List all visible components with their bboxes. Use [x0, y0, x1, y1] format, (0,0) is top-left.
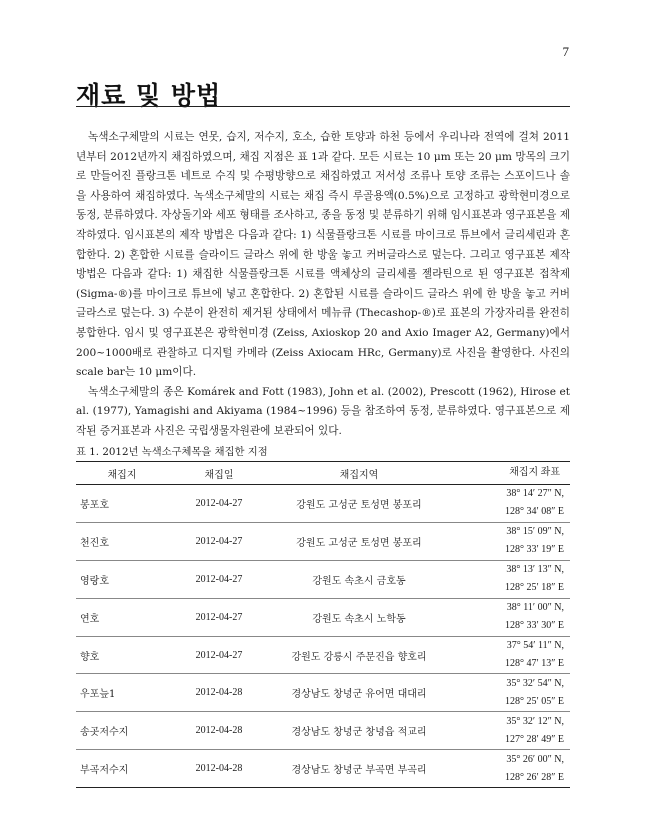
cell-date: 2012-04-27 — [164, 485, 274, 523]
cell-longitude: 128° 33′ 19″ E — [505, 544, 564, 556]
table-row — [76, 674, 570, 712]
table-row — [76, 560, 570, 598]
cell-coordinates — [444, 598, 570, 636]
page-number: 7 — [562, 44, 569, 59]
cell-coordinates — [444, 674, 570, 712]
table-header-row — [76, 462, 570, 485]
header-region: 채집지역 — [274, 462, 444, 485]
table-caption: 표 1. 2012년 녹색소구체목을 채집한 지점 — [76, 446, 268, 458]
cell-longitude: 128° 25′ 05″ E — [505, 695, 564, 707]
cell-region: 경상남도 창녕군 유어면 대대리 — [274, 674, 444, 712]
table-row — [76, 750, 570, 788]
cell-site: 천진호 — [76, 522, 164, 560]
cell-longitude: 128° 33′ 30″ E — [505, 620, 564, 632]
cell-region: 강원도 속초시 금호동 — [274, 560, 444, 598]
methods-body — [76, 128, 570, 442]
cell-longitude: 127° 28′ 49″ E — [505, 733, 564, 745]
cell-site: 향호 — [76, 636, 164, 674]
cell-date: 2012-04-27 — [164, 598, 274, 636]
cell-site: 영랑호 — [76, 560, 164, 598]
cell-longitude: 128° 25′ 18″ E — [505, 582, 564, 594]
cell-coordinates — [444, 712, 570, 750]
cell-site: 부곡저수지 — [76, 750, 164, 788]
cell-date: 2012-04-27 — [164, 522, 274, 560]
cell-region: 강원도 고성군 토성면 봉포리 — [274, 485, 444, 523]
cell-longitude: 128° 34′ 08″ E — [505, 506, 564, 518]
paragraph-sampling-methods: 녹색소구체말의 시료는 연못, 습지, 저수지, 호소, 습한 토양과 하천 등에서 우리나라 전역에 걸쳐 2011년부터 2012년까지 채집하였으며, 채집 지점은 표 1과 같다. 모든 시료는 10 μm 또는 20 μm 망목의 크기로 만들어진 플랑크톤 네트로 수직 및 수평방향으로 채집하였고 저서성 조류나 토양 조류는 스포이드나 솔을 사용하여 채집하였다. 녹색소구체말의 시료는 채집 즉시 루골용액(0.5%)으로 고정하고 광학현미경으로 동정, 분류하였다. 자상돌기와 세포 형태를 조사하고, 종을 동정 및 분류하기 위해 임시표본과 영구표본을 제작하였다. 임시표본의 제작 방법은 다음과 같다: 1) 식물플랑크톤 시료를 마이크로 튜브에서 글리세린과 혼합한다. 2) 혼합한 시료를 슬라이드 글라스 위에 한 방울 놓고 커버글라스로 덮는다. 그리고 영구표본 제작 방법은 다음과 같다: 1) 채집한 식물플랑크톤 시료를 액체상의 글리세롤 젤라틴으로 된 영구표본 접착제 (Sigma-®)를 마이크로 튜브에 넣고 혼합한다. 2) 혼합된 시료를 슬라이드 글라스 위에 한 방울 놓고 커버글라스로 덮는다. 3) 수분이 완전히 제거된 상태에서 메뉴큐 (Thecashop-®)로 표본의 가장자리를 완전히 봉합한다. 임시 및 영구표본은 광학현미경 (Zeiss, Axioskop 20 and Axio Imager A2, Germany)에서 200~1000배로 관찰하고 디지털 카메라 (Zeiss Axiocam HRc, Germany)로 사진을 촬영한다. 사진의 scale bar는 10 μm이다. — [76, 131, 570, 379]
cell-latitude: 38° 15′ 09″ N, — [506, 526, 564, 538]
header-site: 채집지 — [76, 462, 164, 485]
cell-region: 경상남도 창녕군 창녕읍 적교리 — [274, 712, 444, 750]
cell-longitude: 128° 26′ 28″ E — [505, 771, 564, 783]
cell-date: 2012-04-28 — [164, 674, 274, 712]
cell-latitude: 37° 54′ 11″ N, — [506, 640, 564, 651]
cell-date: 2012-04-27 — [164, 560, 274, 598]
header-date: 채집일 — [164, 462, 274, 485]
cell-latitude: 35° 32′ 12″ N, — [506, 715, 564, 727]
table-row — [76, 636, 570, 674]
section-title: 재료 및 방법 — [76, 81, 222, 110]
cell-latitude: 38° 11′ 00″ N, — [506, 602, 564, 614]
cell-date: 2012-04-28 — [164, 712, 274, 750]
cell-site: 봉포호 — [76, 485, 164, 523]
cell-date: 2012-04-27 — [164, 636, 274, 674]
header-coordinates: 채집지 좌표 — [444, 462, 570, 485]
cell-coordinates — [444, 485, 570, 523]
table-row — [76, 522, 570, 560]
cell-region: 경상남도 창녕군 부곡면 부곡리 — [274, 750, 444, 788]
cell-longitude: 128° 47′ 13″ E — [505, 658, 564, 669]
cell-latitude: 35° 26′ 00″ N, — [506, 753, 564, 765]
table-body — [76, 485, 570, 788]
cell-site: 송곳저수지 — [76, 712, 164, 750]
cell-region: 강원도 강릉시 주문진읍 향호리 — [274, 636, 444, 674]
cell-date: 2012-04-28 — [164, 750, 274, 788]
cell-coordinates — [444, 750, 570, 788]
cell-coordinates — [444, 522, 570, 560]
table-row — [76, 712, 570, 750]
cell-latitude: 38° 13′ 13″ N, — [506, 564, 564, 576]
title-divider — [76, 106, 570, 107]
cell-coordinates — [444, 636, 570, 674]
table-row — [76, 598, 570, 636]
cell-site: 우포늪1 — [76, 674, 164, 712]
cell-site: 연호 — [76, 598, 164, 636]
paragraph-references: 녹색소구체말의 종은 Komárek and Fott (1983), John et al. (2002), Prescott (1962), Hirose et al. (1977), Yamagishi and Akiyama (1984~1996) 등을 참조하여 동정, 분류하였다. 영구표본으로 제작된 증거표본과 사진은 국립생물자원관에 보관되어 있다. — [76, 385, 570, 437]
table-row — [76, 485, 570, 523]
cell-latitude: 38° 14′ 27″ N, — [506, 488, 564, 500]
cell-region: 강원도 고성군 토성면 봉포리 — [274, 522, 444, 560]
sampling-sites-table — [76, 461, 570, 788]
cell-region: 강원도 속초시 노학동 — [274, 598, 444, 636]
cell-latitude: 35° 32′ 54″ N, — [506, 677, 564, 689]
cell-coordinates — [444, 560, 570, 598]
